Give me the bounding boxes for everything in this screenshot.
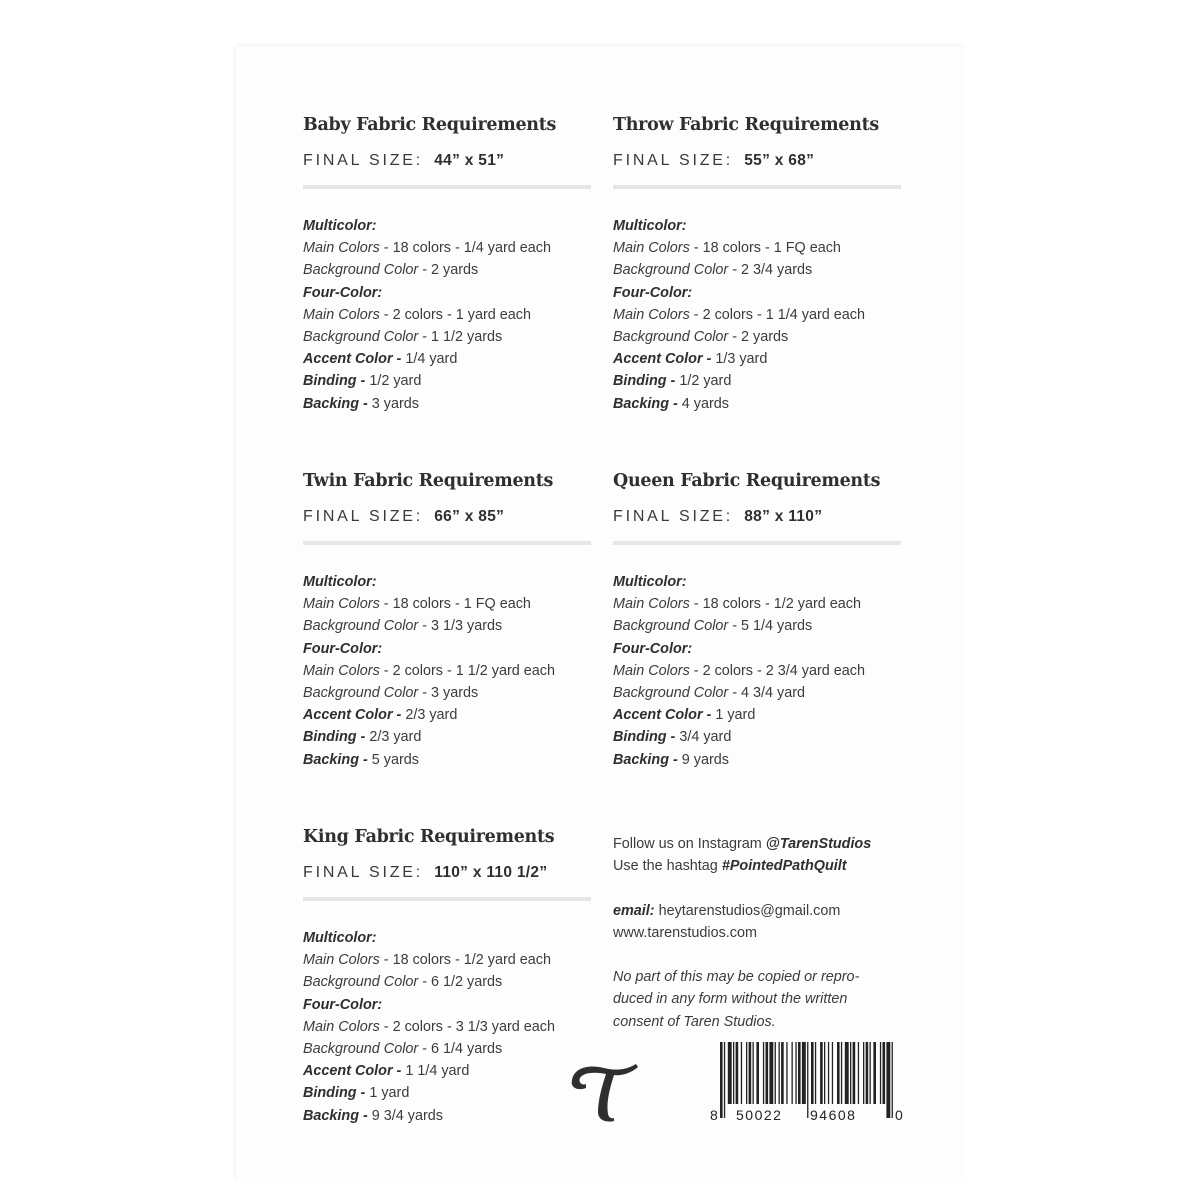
requirements-list bbox=[613, 571, 903, 771]
requirement-line bbox=[303, 1038, 593, 1060]
barcode-bar bbox=[828, 1042, 829, 1104]
barcode-bar bbox=[769, 1042, 773, 1104]
requirement-value: 1/3 yard bbox=[711, 351, 768, 368]
requirement-label: Backing - bbox=[303, 751, 368, 768]
final-size-label: FINAL SIZE: bbox=[613, 152, 734, 169]
divider bbox=[303, 185, 591, 189]
barcode-bar bbox=[763, 1042, 764, 1104]
email-label: email: bbox=[613, 902, 655, 919]
barcode-digits-left: 50022 bbox=[736, 1107, 783, 1122]
requirement-line bbox=[303, 282, 593, 304]
requirement-line bbox=[303, 326, 593, 348]
requirement-value: - 18 colors - 1 FQ each bbox=[689, 240, 841, 257]
barcode-bar bbox=[886, 1042, 890, 1118]
copyright-line: duced in any form without the written bbox=[613, 991, 848, 1008]
requirement-label: Background Color bbox=[303, 618, 419, 635]
requirement-line bbox=[303, 749, 593, 771]
requirement-label: Main Colors bbox=[303, 240, 380, 257]
requirement-value: - 2 colors - 3 1/3 yard each bbox=[379, 1018, 555, 1035]
barcode-bar bbox=[756, 1042, 759, 1104]
barcode-bar bbox=[724, 1042, 725, 1118]
barcode-bar bbox=[802, 1042, 806, 1104]
hashtag[interactable]: #PointedPathQuilt bbox=[721, 858, 847, 875]
requirement-line bbox=[303, 215, 593, 237]
final-size bbox=[303, 863, 593, 883]
barcode-bar bbox=[775, 1042, 776, 1104]
requirement-label: Background Color bbox=[303, 262, 419, 279]
divider bbox=[303, 541, 591, 545]
barcode-bar bbox=[892, 1042, 893, 1118]
requirement-label: Multicolor: bbox=[303, 218, 377, 234]
requirement-line bbox=[303, 615, 593, 637]
requirement-label: Main Colors bbox=[303, 662, 380, 679]
requirement-line bbox=[613, 571, 903, 593]
requirement-value: - 5 1/4 yards bbox=[728, 618, 813, 635]
requirement-label: Multicolor: bbox=[303, 930, 377, 946]
barcode-bar bbox=[733, 1042, 734, 1104]
requirement-value: - 18 colors - 1/2 yard each bbox=[689, 596, 861, 613]
requirement-label: Binding - bbox=[613, 729, 676, 746]
requirement-value: 1/4 yard bbox=[401, 351, 458, 368]
final-size-label: FINAL SIZE: bbox=[303, 508, 424, 525]
final-size bbox=[613, 151, 903, 171]
requirement-line bbox=[303, 370, 593, 392]
requirement-value: 1 yard bbox=[711, 707, 756, 724]
section-queen bbox=[613, 469, 903, 771]
barcode-digit-first: 8 bbox=[710, 1107, 718, 1122]
requirement-value: - 2 colors - 2 3/4 yard each bbox=[689, 662, 865, 679]
section-title: Baby Fabric Requirements bbox=[303, 115, 557, 135]
requirement-label: Background Color bbox=[303, 684, 419, 701]
email-address[interactable]: heytarenstudios@gmail.com bbox=[654, 902, 841, 919]
requirement-value: 1/2 yard bbox=[675, 373, 732, 390]
barcode-bar bbox=[779, 1042, 780, 1104]
barcode-bar bbox=[820, 1042, 823, 1104]
taren-studios-logo-icon bbox=[570, 1058, 640, 1122]
copyright-line: No part of this may be copied or repro- bbox=[613, 969, 860, 986]
requirement-label: Four-Color: bbox=[303, 640, 383, 657]
requirement-value: 9 3/4 yards bbox=[367, 1107, 443, 1124]
requirement-label: Background Color bbox=[613, 262, 729, 279]
barcode-bar bbox=[880, 1042, 881, 1104]
requirement-label: Backing - bbox=[613, 751, 678, 768]
requirement-line bbox=[303, 994, 593, 1016]
section-king bbox=[303, 825, 593, 1127]
barcode-bar bbox=[766, 1042, 769, 1104]
requirement-line bbox=[613, 304, 903, 326]
final-size-value: 110” x 110 1/2” bbox=[434, 864, 548, 881]
requirement-label: Main Colors bbox=[613, 596, 690, 613]
requirement-label: Main Colors bbox=[613, 306, 690, 323]
barcode-bar bbox=[853, 1042, 856, 1104]
requirement-value: 3 yards bbox=[367, 395, 419, 412]
barcode-digit-last: 0 bbox=[895, 1107, 903, 1122]
requirement-line bbox=[303, 593, 593, 615]
barcode bbox=[706, 1040, 906, 1122]
requirement-label: Binding - bbox=[613, 373, 676, 390]
requirement-line bbox=[613, 237, 903, 259]
divider bbox=[303, 897, 591, 901]
requirement-line bbox=[303, 393, 593, 415]
requirement-label: Multicolor: bbox=[303, 574, 377, 590]
requirement-label: Binding - bbox=[303, 373, 366, 390]
copyright-line: consent of Taren Studios. bbox=[613, 1013, 776, 1030]
barcode-bar bbox=[728, 1042, 732, 1104]
requirement-line bbox=[303, 660, 593, 682]
requirement-value: 1 yard bbox=[365, 1085, 410, 1102]
barcode-bar bbox=[873, 1042, 876, 1104]
section-title: King Fabric Requirements bbox=[303, 827, 555, 847]
requirement-line bbox=[303, 259, 593, 281]
requirement-label: Four-Color: bbox=[613, 640, 693, 657]
requirement-label: Background Color bbox=[613, 618, 729, 635]
requirement-line bbox=[613, 259, 903, 281]
requirement-line bbox=[613, 749, 903, 771]
website-link[interactable]: www.tarenstudios.com bbox=[613, 924, 757, 941]
requirement-value: 1 1/4 yard bbox=[401, 1063, 470, 1080]
requirement-value: - 6 1/4 yards bbox=[418, 1040, 503, 1057]
hashtag-line bbox=[613, 855, 943, 877]
requirement-line bbox=[303, 704, 593, 726]
requirement-label: Background Color bbox=[303, 328, 419, 345]
requirement-label: Backing - bbox=[613, 395, 678, 412]
requirement-line bbox=[613, 638, 903, 660]
barcode-bar bbox=[883, 1042, 886, 1104]
barcode-bar bbox=[807, 1042, 808, 1118]
requirement-line bbox=[613, 660, 903, 682]
barcode-bar bbox=[798, 1042, 801, 1104]
final-size-value: 88” x 110” bbox=[744, 508, 823, 525]
requirement-label: Main Colors bbox=[613, 662, 690, 679]
final-size-value: 55” x 68” bbox=[744, 152, 815, 169]
instagram-handle[interactable]: @TarenStudios bbox=[765, 836, 872, 852]
requirement-label: Four-Color: bbox=[303, 284, 383, 301]
barcode-digits-right: 94608 bbox=[810, 1107, 857, 1122]
divider bbox=[613, 185, 901, 189]
requirement-value: 1/2 yard bbox=[365, 373, 422, 390]
requirements-list bbox=[303, 215, 593, 415]
requirement-line bbox=[613, 393, 903, 415]
requirement-line bbox=[303, 237, 593, 259]
requirement-value: - 1 1/2 yards bbox=[418, 328, 503, 345]
barcode-bar bbox=[841, 1042, 842, 1104]
requirement-label: Main Colors bbox=[613, 240, 690, 257]
requirement-line bbox=[303, 682, 593, 704]
barcode-bar bbox=[753, 1042, 754, 1104]
requirement-line bbox=[303, 927, 593, 949]
final-size bbox=[613, 507, 903, 527]
requirement-value: 4 yards bbox=[677, 395, 729, 412]
requirement-value: - 2 colors - 1 1/4 yard each bbox=[689, 306, 865, 323]
requirement-line bbox=[613, 615, 903, 637]
barcode-bar bbox=[786, 1042, 787, 1104]
requirement-label: Accent Color - bbox=[613, 351, 712, 368]
barcode-bar bbox=[850, 1042, 851, 1104]
email-line bbox=[613, 900, 943, 922]
requirement-value: 9 yards bbox=[677, 751, 729, 768]
requirement-label: Background Color bbox=[613, 328, 729, 345]
requirement-label: Accent Color - bbox=[303, 351, 402, 368]
requirement-line bbox=[613, 326, 903, 348]
requirement-line bbox=[303, 304, 593, 326]
final-size-label: FINAL SIZE: bbox=[613, 508, 734, 525]
requirement-value: - 18 colors - 1/2 yard each bbox=[379, 952, 551, 969]
section-title: Throw Fabric Requirements bbox=[613, 115, 879, 135]
requirement-label: Binding - bbox=[303, 729, 366, 746]
requirement-value: - 4 3/4 yard bbox=[728, 684, 805, 701]
hashtag-prefix: Use the hashtag bbox=[613, 858, 722, 875]
final-size-label: FINAL SIZE: bbox=[303, 152, 424, 169]
requirement-line bbox=[613, 282, 903, 304]
requirement-label: Binding - bbox=[303, 1085, 366, 1102]
requirement-line bbox=[303, 1060, 593, 1082]
barcode-bar bbox=[746, 1042, 747, 1104]
barcode-bar bbox=[832, 1042, 833, 1104]
requirement-line bbox=[303, 726, 593, 748]
barcode-bar bbox=[749, 1042, 752, 1104]
requirement-value: 5 yards bbox=[367, 751, 419, 768]
requirement-value: - 2 yards bbox=[728, 328, 789, 345]
barcode-bar bbox=[741, 1042, 742, 1104]
requirement-value: 2/3 yard bbox=[401, 707, 458, 724]
requirement-label: Backing - bbox=[303, 395, 368, 412]
requirement-label: Accent Color - bbox=[303, 1063, 402, 1080]
barcode-bar bbox=[858, 1042, 859, 1104]
requirement-label: Background Color bbox=[613, 684, 729, 701]
requirement-value: - 3 1/3 yards bbox=[418, 618, 503, 635]
pattern-back-page bbox=[236, 46, 964, 1180]
requirement-line bbox=[303, 949, 593, 971]
barcode-bar bbox=[845, 1042, 849, 1104]
requirement-line bbox=[303, 571, 593, 593]
requirement-line bbox=[303, 1082, 593, 1104]
requirement-value: - 6 1/2 yards bbox=[418, 974, 503, 991]
final-size-label: FINAL SIZE: bbox=[303, 864, 424, 881]
requirements-list bbox=[303, 927, 593, 1127]
requirements-list bbox=[303, 571, 593, 771]
requirement-line bbox=[613, 704, 903, 726]
requirement-value: 3/4 yard bbox=[675, 729, 732, 746]
requirement-label: Background Color bbox=[303, 1040, 419, 1057]
final-size bbox=[303, 507, 593, 527]
divider bbox=[613, 541, 901, 545]
requirement-line bbox=[613, 348, 903, 370]
section-title: Twin Fabric Requirements bbox=[303, 471, 554, 491]
barcode-bar bbox=[863, 1042, 864, 1104]
requirement-line bbox=[613, 726, 903, 748]
requirement-line bbox=[613, 370, 903, 392]
requirement-value: 2/3 yard bbox=[365, 729, 422, 746]
requirement-label: Four-Color: bbox=[303, 996, 383, 1013]
requirement-label: Multicolor: bbox=[613, 574, 687, 590]
contact-info bbox=[613, 833, 943, 1033]
section-title: Queen Fabric Requirements bbox=[613, 471, 881, 491]
requirement-value: - 18 colors - 1 FQ each bbox=[379, 596, 531, 613]
barcode-bar bbox=[811, 1042, 814, 1104]
barcode-bar bbox=[824, 1042, 825, 1104]
requirement-line bbox=[613, 682, 903, 704]
requirement-label: Main Colors bbox=[303, 952, 380, 969]
final-size-value: 66” x 85” bbox=[434, 508, 505, 525]
requirement-value: - 18 colors - 1/4 yard each bbox=[379, 240, 551, 257]
barcode-bar bbox=[870, 1042, 871, 1104]
requirement-label: Backing - bbox=[303, 1107, 368, 1124]
requirement-line bbox=[303, 348, 593, 370]
barcode-bar bbox=[837, 1042, 840, 1104]
barcode-bar bbox=[795, 1042, 796, 1104]
barcode-bar bbox=[781, 1042, 784, 1104]
requirement-value: - 2 colors - 1 1/2 yard each bbox=[379, 662, 555, 679]
requirement-line bbox=[613, 215, 903, 237]
requirement-value: - 3 yards bbox=[418, 684, 479, 701]
requirement-label: Accent Color - bbox=[303, 707, 402, 724]
instagram-prefix: Follow us on Instagram bbox=[613, 836, 766, 852]
barcode-bar bbox=[866, 1042, 869, 1104]
section-baby bbox=[303, 113, 593, 415]
barcode-bar bbox=[720, 1042, 723, 1118]
requirement-label: Multicolor: bbox=[613, 218, 687, 234]
requirement-value: - 2 colors - 1 yard each bbox=[379, 306, 531, 323]
requirement-line bbox=[613, 593, 903, 615]
requirement-line bbox=[303, 971, 593, 993]
section-throw bbox=[613, 113, 903, 415]
requirement-label: Background Color bbox=[303, 974, 419, 991]
instagram-line bbox=[613, 833, 943, 855]
requirement-label: Four-Color: bbox=[613, 284, 693, 301]
barcode-bar bbox=[736, 1042, 739, 1104]
final-size-value: 44” x 51” bbox=[434, 152, 505, 169]
barcode-bar bbox=[792, 1042, 793, 1104]
barcode-bar bbox=[815, 1042, 816, 1104]
requirement-value: - 2 3/4 yards bbox=[728, 262, 813, 279]
requirement-label: Main Colors bbox=[303, 306, 380, 323]
requirement-label: Main Colors bbox=[303, 596, 380, 613]
requirement-value: - 2 yards bbox=[418, 262, 479, 279]
requirement-label: Main Colors bbox=[303, 1018, 380, 1035]
requirements-list bbox=[613, 215, 903, 415]
final-size bbox=[303, 151, 593, 171]
requirement-label: Accent Color - bbox=[613, 707, 712, 724]
requirement-line bbox=[303, 1016, 593, 1038]
requirement-line bbox=[303, 638, 593, 660]
section-twin bbox=[303, 469, 593, 771]
requirement-line bbox=[303, 1105, 593, 1127]
